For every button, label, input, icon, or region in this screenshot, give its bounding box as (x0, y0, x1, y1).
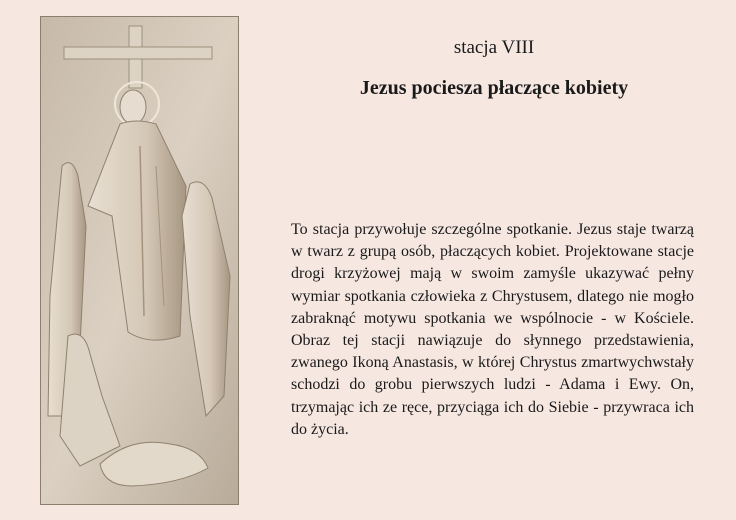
station-number: stacja VIII (453, 37, 535, 58)
station-description: To stacja przywołuje szczególne spotkanie. Jezus staje twarzą w twarz z grupą osób, płaczących kobiet. Projektowane stacje drogi krzyżowej mają w swoim zamyśle ukazywać pełny wymiar spotkania człowieka z Chrystusem, dlatego nie mogło zabraknąć motywu spotkania we wspólnocie - w Kościele. Obraz tej stacji nawiązuje do słynnego przedstawienia, zwanego Ikoną Anastasis, w której Chrystus zmartwychwstały schodzi do grobu pierwszych ludzi - Adama i Ewy. On, trzymając ich ze ręce, przyciąga ich do Siebie - przywraca ich do życia. (291, 221, 694, 438)
station-title: Jezus pociesza płaczące kobiety (359, 77, 629, 99)
stone-relief-image (40, 16, 239, 505)
